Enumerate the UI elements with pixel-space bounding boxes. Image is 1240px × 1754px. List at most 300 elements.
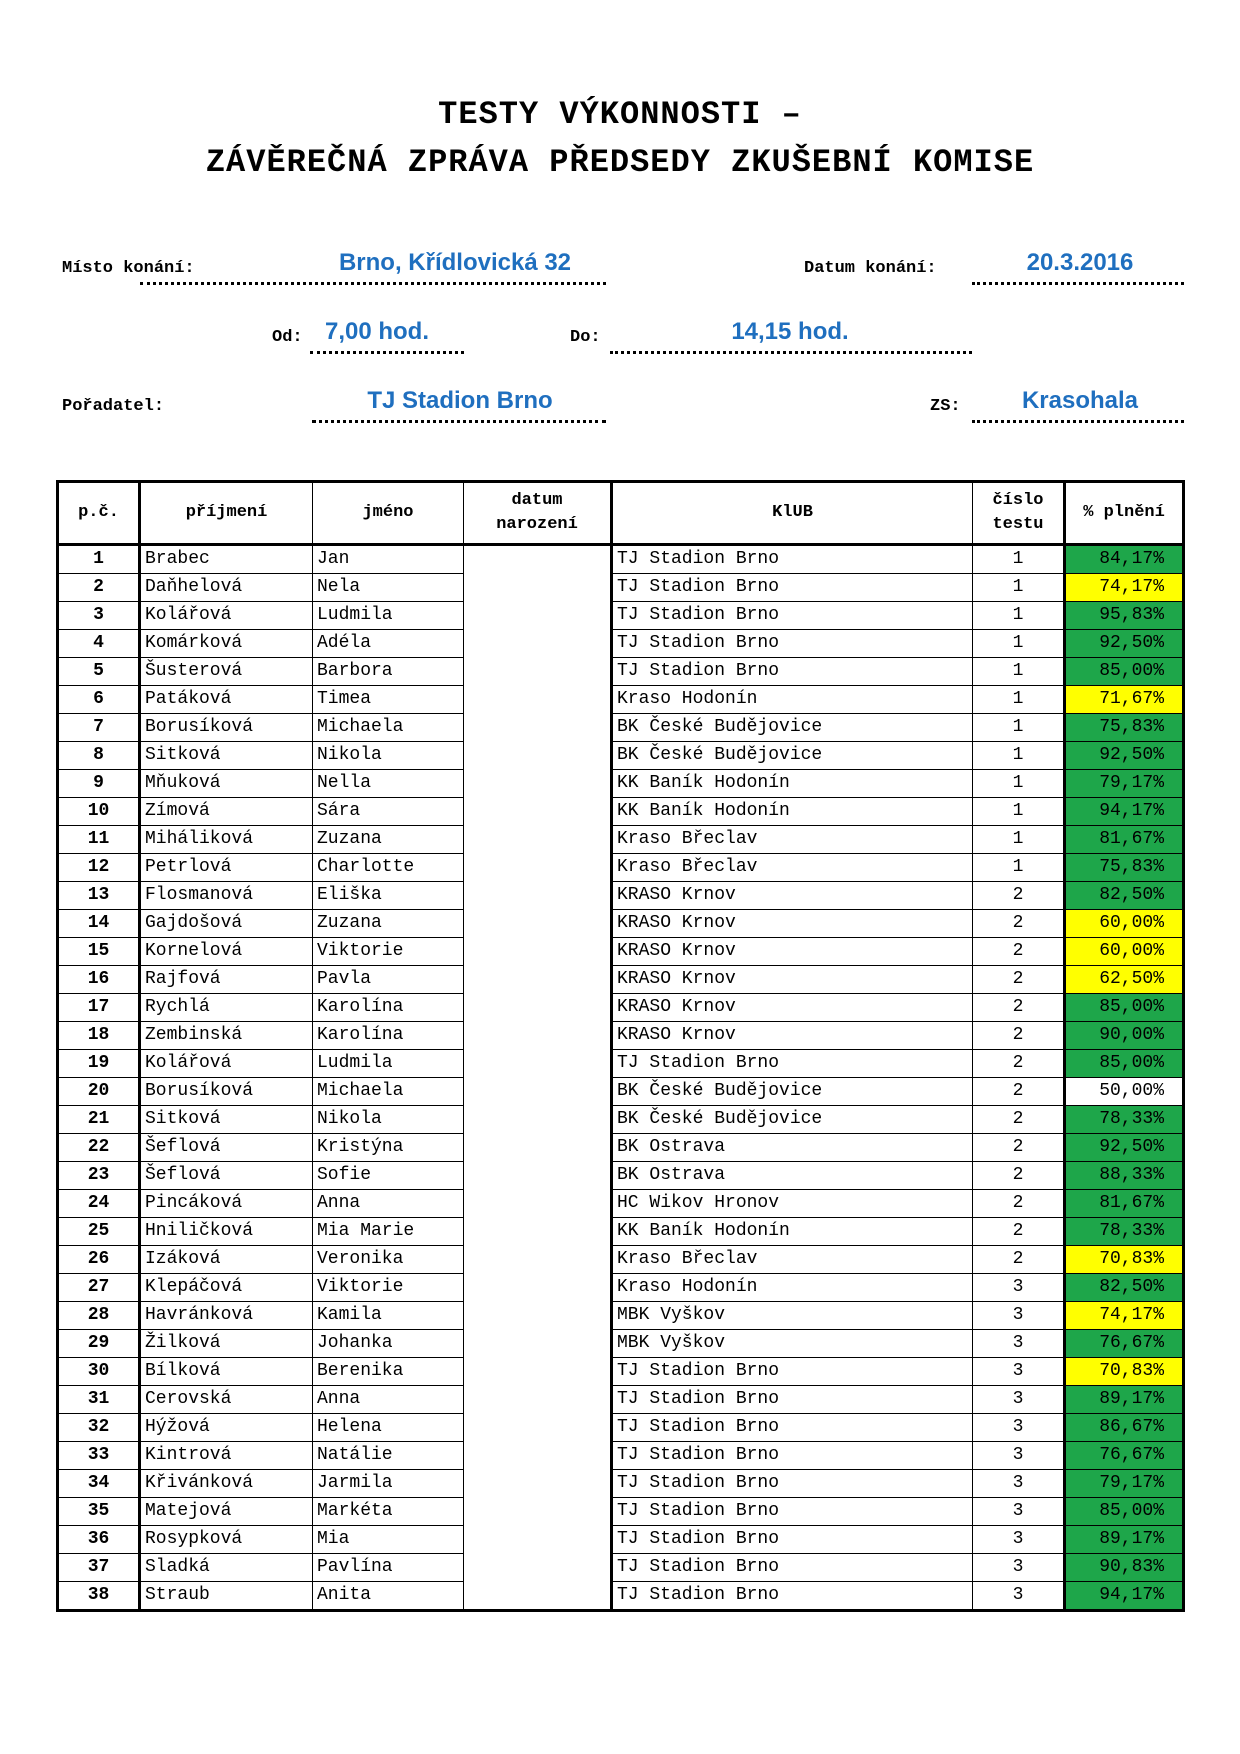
cell-surname: Miháliková <box>140 826 313 854</box>
cell-percent: 62,50% <box>1065 966 1184 994</box>
cell-surname: Rychlá <box>140 994 313 1022</box>
header-club: KlUB <box>612 482 973 545</box>
cell-birthdate <box>464 1554 612 1582</box>
cell-surname: Mňuková <box>140 770 313 798</box>
cell-pc: 37 <box>58 1554 140 1582</box>
cell-percent: 70,83% <box>1065 1358 1184 1386</box>
cell-test-number: 1 <box>973 545 1065 574</box>
cell-name: Barbora <box>313 658 464 686</box>
cell-birthdate <box>464 770 612 798</box>
cell-pc: 28 <box>58 1302 140 1330</box>
table-row <box>58 1022 1184 1050</box>
cell-name: Natálie <box>313 1442 464 1470</box>
cell-pc: 5 <box>58 658 140 686</box>
cell-birthdate <box>464 1050 612 1078</box>
cell-surname: Borusíková <box>140 1078 313 1106</box>
cell-birthdate <box>464 882 612 910</box>
cell-club: TJ Stadion Brno <box>612 1582 973 1611</box>
header-pc: p.č. <box>58 482 140 545</box>
cell-club: MBK Vyškov <box>612 1302 973 1330</box>
cell-name: Adéla <box>313 630 464 658</box>
cell-percent: 84,17% <box>1065 545 1184 574</box>
cell-pc: 2 <box>58 574 140 602</box>
cell-test-number: 1 <box>973 742 1065 770</box>
table-row <box>58 742 1184 770</box>
cell-club: Kraso Břeclav <box>612 1246 973 1274</box>
cell-name: Timea <box>313 686 464 714</box>
cell-name: Eliška <box>313 882 464 910</box>
cell-name: Johanka <box>313 1330 464 1358</box>
cell-percent: 90,00% <box>1065 1022 1184 1050</box>
cell-percent: 88,33% <box>1065 1162 1184 1190</box>
cell-pc: 10 <box>58 798 140 826</box>
cell-surname: Rosypková <box>140 1526 313 1554</box>
cell-surname: Sitková <box>140 742 313 770</box>
cell-club: MBK Vyškov <box>612 1330 973 1358</box>
cell-percent: 76,67% <box>1065 1442 1184 1470</box>
cell-name: Viktorie <box>313 938 464 966</box>
table-row <box>58 1554 1184 1582</box>
cell-test-number: 2 <box>973 1246 1065 1274</box>
cell-percent: 94,17% <box>1065 1582 1184 1611</box>
title-line-1: TESTY VÝKONNOSTI – <box>438 96 802 133</box>
venue-value: Brno, Křídlovická 32 <box>338 249 572 276</box>
cell-percent: 60,00% <box>1065 910 1184 938</box>
cell-pc: 22 <box>58 1134 140 1162</box>
cell-percent: 85,00% <box>1065 1050 1184 1078</box>
cell-test-number: 2 <box>973 1050 1065 1078</box>
cell-club: KRASO Krnov <box>612 910 973 938</box>
cell-birthdate <box>464 574 612 602</box>
cell-club: BK Ostrava <box>612 1162 973 1190</box>
cell-name: Pavla <box>313 966 464 994</box>
cell-test-number: 3 <box>973 1274 1065 1302</box>
cell-name: Mia Marie <box>313 1218 464 1246</box>
cell-pc: 33 <box>58 1442 140 1470</box>
rink-underline <box>972 420 1184 423</box>
table-row <box>58 1302 1184 1330</box>
cell-name: Nikola <box>313 1106 464 1134</box>
table-header-row <box>58 482 1184 545</box>
cell-birthdate <box>464 854 612 882</box>
table-row <box>58 1442 1184 1470</box>
cell-birthdate <box>464 545 612 574</box>
cell-surname: Petrlová <box>140 854 313 882</box>
cell-percent: 70,83% <box>1065 1246 1184 1274</box>
cell-test-number: 1 <box>973 770 1065 798</box>
cell-pc: 30 <box>58 1358 140 1386</box>
table-row <box>58 1526 1184 1554</box>
cell-surname: Šeflová <box>140 1162 313 1190</box>
cell-test-number: 2 <box>973 994 1065 1022</box>
cell-percent: 79,17% <box>1065 1470 1184 1498</box>
cell-name: Karolína <box>313 1022 464 1050</box>
cell-club: TJ Stadion Brno <box>612 1498 973 1526</box>
rink-value: Krasohala <box>1021 387 1139 414</box>
table-row <box>58 1050 1184 1078</box>
cell-test-number: 2 <box>973 1078 1065 1106</box>
cell-percent: 95,83% <box>1065 602 1184 630</box>
table-row <box>58 994 1184 1022</box>
cell-surname: Kornelová <box>140 938 313 966</box>
cell-surname: Izáková <box>140 1246 313 1274</box>
cell-birthdate <box>464 1498 612 1526</box>
cell-percent: 89,17% <box>1065 1526 1184 1554</box>
date-underline <box>972 282 1184 285</box>
cell-test-number: 3 <box>973 1386 1065 1414</box>
cell-test-number: 3 <box>973 1302 1065 1330</box>
cell-club: Kraso Hodonín <box>612 1274 973 1302</box>
table-row <box>58 1330 1184 1358</box>
table-row <box>58 1498 1184 1526</box>
cell-name: Viktorie <box>313 1274 464 1302</box>
cell-birthdate <box>464 1470 612 1498</box>
table-row <box>58 882 1184 910</box>
cell-percent: 85,00% <box>1065 994 1184 1022</box>
cell-name: Jan <box>313 545 464 574</box>
cell-name: Pavlína <box>313 1554 464 1582</box>
cell-name: Anita <box>313 1582 464 1611</box>
cell-club: TJ Stadion Brno <box>612 630 973 658</box>
table-row <box>58 1162 1184 1190</box>
cell-percent: 74,17% <box>1065 1302 1184 1330</box>
cell-club: HC Wikov Hronov <box>612 1190 973 1218</box>
table-row <box>58 658 1184 686</box>
cell-test-number: 1 <box>973 826 1065 854</box>
cell-surname: Straub <box>140 1582 313 1611</box>
table-row <box>58 798 1184 826</box>
cell-pc: 17 <box>58 994 140 1022</box>
cell-name: Ludmila <box>313 1050 464 1078</box>
results-table <box>56 480 1185 1612</box>
date-value: 20.3.2016 <box>1026 249 1134 276</box>
cell-test-number: 2 <box>973 1162 1065 1190</box>
cell-pc: 7 <box>58 714 140 742</box>
cell-club: KRASO Krnov <box>612 994 973 1022</box>
cell-club: KRASO Krnov <box>612 1022 973 1050</box>
cell-pc: 9 <box>58 770 140 798</box>
cell-club: TJ Stadion Brno <box>612 574 973 602</box>
cell-club: BK Ostrava <box>612 1134 973 1162</box>
cell-name: Anna <box>313 1190 464 1218</box>
cell-pc: 4 <box>58 630 140 658</box>
cell-name: Anna <box>313 1386 464 1414</box>
cell-pc: 3 <box>58 602 140 630</box>
cell-name: Berenika <box>313 1358 464 1386</box>
cell-test-number: 1 <box>973 630 1065 658</box>
cell-test-number: 2 <box>973 910 1065 938</box>
cell-surname: Šusterová <box>140 658 313 686</box>
cell-club: KK Baník Hodonín <box>612 798 973 826</box>
cell-test-number: 3 <box>973 1414 1065 1442</box>
header-surname: příjmení <box>140 482 313 545</box>
cell-club: TJ Stadion Brno <box>612 545 973 574</box>
title-line-2: ZÁVĚREČNÁ ZPRÁVA PŘEDSEDY ZKUŠEBNÍ KOMISE <box>205 144 1035 181</box>
cell-pc: 15 <box>58 938 140 966</box>
header-test-number <box>973 482 1065 545</box>
cell-club: TJ Stadion Brno <box>612 1386 973 1414</box>
cell-name: Kamila <box>313 1302 464 1330</box>
cell-club: TJ Stadion Brno <box>612 1526 973 1554</box>
header-test-number-line2: testu <box>992 515 1044 534</box>
cell-birthdate <box>464 658 612 686</box>
cell-name: Michaela <box>313 714 464 742</box>
cell-birthdate <box>464 1358 612 1386</box>
cell-birthdate <box>464 1302 612 1330</box>
cell-test-number: 3 <box>973 1554 1065 1582</box>
cell-surname: Žilková <box>140 1330 313 1358</box>
cell-percent: 85,00% <box>1065 1498 1184 1526</box>
cell-surname: Komárková <box>140 630 313 658</box>
cell-surname: Flosmanová <box>140 882 313 910</box>
cell-percent: 71,67% <box>1065 686 1184 714</box>
cell-percent: 79,17% <box>1065 770 1184 798</box>
cell-test-number: 3 <box>973 1498 1065 1526</box>
cell-birthdate <box>464 1022 612 1050</box>
cell-pc: 23 <box>58 1162 140 1190</box>
cell-surname: Rajfová <box>140 966 313 994</box>
cell-percent: 78,33% <box>1065 1218 1184 1246</box>
cell-test-number: 1 <box>973 574 1065 602</box>
header-birthdate-line2: narození <box>496 515 578 534</box>
cell-surname: Šeflová <box>140 1134 313 1162</box>
cell-birthdate <box>464 994 612 1022</box>
cell-surname: Sitková <box>140 1106 313 1134</box>
cell-club: TJ Stadion Brno <box>612 1442 973 1470</box>
cell-percent: 92,50% <box>1065 630 1184 658</box>
table-row <box>58 574 1184 602</box>
cell-pc: 38 <box>58 1582 140 1611</box>
table-row <box>58 630 1184 658</box>
cell-birthdate <box>464 1386 612 1414</box>
cell-birthdate <box>464 1106 612 1134</box>
cell-club: KRASO Krnov <box>612 966 973 994</box>
cell-name: Kristýna <box>313 1134 464 1162</box>
cell-test-number: 1 <box>973 658 1065 686</box>
cell-surname: Křivánková <box>140 1470 313 1498</box>
to-value: 14,15 hod. <box>731 318 849 345</box>
cell-percent: 89,17% <box>1065 1386 1184 1414</box>
cell-birthdate <box>464 1414 612 1442</box>
cell-surname: Sladká <box>140 1554 313 1582</box>
table-row <box>58 1218 1184 1246</box>
table-row <box>58 1582 1184 1611</box>
table-row <box>58 1414 1184 1442</box>
cell-surname: Gajdošová <box>140 910 313 938</box>
cell-name: Charlotte <box>313 854 464 882</box>
cell-surname: Kolářová <box>140 1050 313 1078</box>
table-row <box>58 1190 1184 1218</box>
header-percent: % plnění <box>1065 482 1184 545</box>
cell-club: TJ Stadion Brno <box>612 1554 973 1582</box>
table-row <box>58 545 1184 574</box>
cell-club: TJ Stadion Brno <box>612 602 973 630</box>
cell-percent: 76,67% <box>1065 1330 1184 1358</box>
cell-club: Kraso Hodonín <box>612 686 973 714</box>
cell-name: Zuzana <box>313 826 464 854</box>
table-row <box>58 686 1184 714</box>
header-test-number-line1: číslo <box>992 491 1044 510</box>
cell-name: Michaela <box>313 1078 464 1106</box>
organizer-label: Pořadatel: <box>62 397 165 416</box>
cell-pc: 19 <box>58 1050 140 1078</box>
cell-birthdate <box>464 1526 612 1554</box>
cell-club: KRASO Krnov <box>612 882 973 910</box>
date-label: Datum konání: <box>804 259 937 278</box>
cell-percent: 92,50% <box>1065 1134 1184 1162</box>
cell-test-number: 1 <box>973 798 1065 826</box>
cell-birthdate <box>464 742 612 770</box>
cell-name: Sára <box>313 798 464 826</box>
table-row <box>58 770 1184 798</box>
cell-percent: 85,00% <box>1065 658 1184 686</box>
cell-pc: 24 <box>58 1190 140 1218</box>
cell-pc: 27 <box>58 1274 140 1302</box>
table-row <box>58 1246 1184 1274</box>
cell-birthdate <box>464 686 612 714</box>
table-row <box>58 1134 1184 1162</box>
cell-birthdate <box>464 826 612 854</box>
cell-pc: 16 <box>58 966 140 994</box>
cell-club: BK České Budějovice <box>612 1106 973 1134</box>
from-value: 7,00 hod. <box>324 318 430 345</box>
cell-test-number: 2 <box>973 1190 1065 1218</box>
cell-club: KK Baník Hodonín <box>612 770 973 798</box>
cell-test-number: 3 <box>973 1358 1065 1386</box>
cell-surname: Patáková <box>140 686 313 714</box>
cell-test-number: 3 <box>973 1330 1065 1358</box>
cell-percent: 81,67% <box>1065 826 1184 854</box>
cell-club: TJ Stadion Brno <box>612 658 973 686</box>
cell-birthdate <box>464 798 612 826</box>
from-underline <box>310 351 464 354</box>
cell-surname: Kintrová <box>140 1442 313 1470</box>
cell-percent: 78,33% <box>1065 1106 1184 1134</box>
cell-pc: 1 <box>58 545 140 574</box>
cell-test-number: 3 <box>973 1582 1065 1611</box>
organizer-value: TJ Stadion Brno <box>367 387 553 414</box>
cell-club: BK České Budějovice <box>612 742 973 770</box>
venue-label: Místo konání: <box>62 259 195 278</box>
cell-name: Karolína <box>313 994 464 1022</box>
cell-name: Nela <box>313 574 464 602</box>
table-row <box>58 1274 1184 1302</box>
cell-test-number: 2 <box>973 1134 1065 1162</box>
header-name: jméno <box>313 482 464 545</box>
table-row <box>58 1358 1184 1386</box>
cell-birthdate <box>464 1442 612 1470</box>
cell-test-number: 2 <box>973 938 1065 966</box>
header-birthdate-line1: datum <box>511 491 563 510</box>
cell-name: Veronika <box>313 1246 464 1274</box>
cell-percent: 94,17% <box>1065 798 1184 826</box>
cell-club: BK České Budějovice <box>612 714 973 742</box>
cell-percent: 60,00% <box>1065 938 1184 966</box>
cell-pc: 26 <box>58 1246 140 1274</box>
table-row <box>58 1386 1184 1414</box>
cell-pc: 20 <box>58 1078 140 1106</box>
table-row <box>58 854 1184 882</box>
table-row <box>58 714 1184 742</box>
cell-pc: 36 <box>58 1526 140 1554</box>
cell-percent: 50,00% <box>1065 1078 1184 1106</box>
cell-name: Zuzana <box>313 910 464 938</box>
cell-pc: 35 <box>58 1498 140 1526</box>
cell-percent: 75,83% <box>1065 854 1184 882</box>
cell-test-number: 1 <box>973 686 1065 714</box>
cell-surname: Cerovská <box>140 1386 313 1414</box>
cell-test-number: 2 <box>973 1106 1065 1134</box>
cell-birthdate <box>464 966 612 994</box>
table-row <box>58 826 1184 854</box>
cell-birthdate <box>464 630 612 658</box>
cell-percent: 92,50% <box>1065 742 1184 770</box>
cell-surname: Pincáková <box>140 1190 313 1218</box>
cell-percent: 90,83% <box>1065 1554 1184 1582</box>
cell-test-number: 2 <box>973 882 1065 910</box>
cell-name: Mia <box>313 1526 464 1554</box>
cell-pc: 11 <box>58 826 140 854</box>
cell-test-number: 3 <box>973 1442 1065 1470</box>
cell-surname: Hniličková <box>140 1218 313 1246</box>
cell-surname: Zembinská <box>140 1022 313 1050</box>
cell-birthdate <box>464 714 612 742</box>
cell-pc: 34 <box>58 1470 140 1498</box>
cell-name: Markéta <box>313 1498 464 1526</box>
header-birthdate <box>464 482 612 545</box>
cell-test-number: 1 <box>973 854 1065 882</box>
table-row <box>58 910 1184 938</box>
cell-test-number: 2 <box>973 966 1065 994</box>
cell-club: KK Baník Hodonín <box>612 1218 973 1246</box>
venue-underline <box>140 282 606 285</box>
cell-birthdate <box>464 1246 612 1274</box>
cell-surname: Daňhelová <box>140 574 313 602</box>
organizer-underline <box>312 420 606 423</box>
table-row <box>58 1106 1184 1134</box>
cell-birthdate <box>464 1134 612 1162</box>
cell-percent: 81,67% <box>1065 1190 1184 1218</box>
cell-pc: 32 <box>58 1414 140 1442</box>
cell-pc: 14 <box>58 910 140 938</box>
cell-birthdate <box>464 1274 612 1302</box>
cell-birthdate <box>464 602 612 630</box>
cell-club: BK České Budějovice <box>612 1078 973 1106</box>
cell-pc: 6 <box>58 686 140 714</box>
cell-test-number: 3 <box>973 1526 1065 1554</box>
cell-birthdate <box>464 1218 612 1246</box>
cell-birthdate <box>464 910 612 938</box>
cell-club: TJ Stadion Brno <box>612 1470 973 1498</box>
cell-surname: Kolářová <box>140 602 313 630</box>
cell-name: Sofie <box>313 1162 464 1190</box>
cell-surname: Hýžová <box>140 1414 313 1442</box>
cell-surname: Zímová <box>140 798 313 826</box>
cell-name: Helena <box>313 1414 464 1442</box>
cell-pc: 29 <box>58 1330 140 1358</box>
table-row <box>58 1470 1184 1498</box>
cell-name: Ludmila <box>313 602 464 630</box>
cell-club: KRASO Krnov <box>612 938 973 966</box>
cell-surname: Bílková <box>140 1358 313 1386</box>
to-label: Do: <box>570 328 601 347</box>
cell-pc: 31 <box>58 1386 140 1414</box>
cell-surname: Matejová <box>140 1498 313 1526</box>
cell-percent: 82,50% <box>1065 882 1184 910</box>
rink-label: ZS: <box>930 397 961 416</box>
cell-surname: Havránková <box>140 1302 313 1330</box>
table-row <box>58 602 1184 630</box>
